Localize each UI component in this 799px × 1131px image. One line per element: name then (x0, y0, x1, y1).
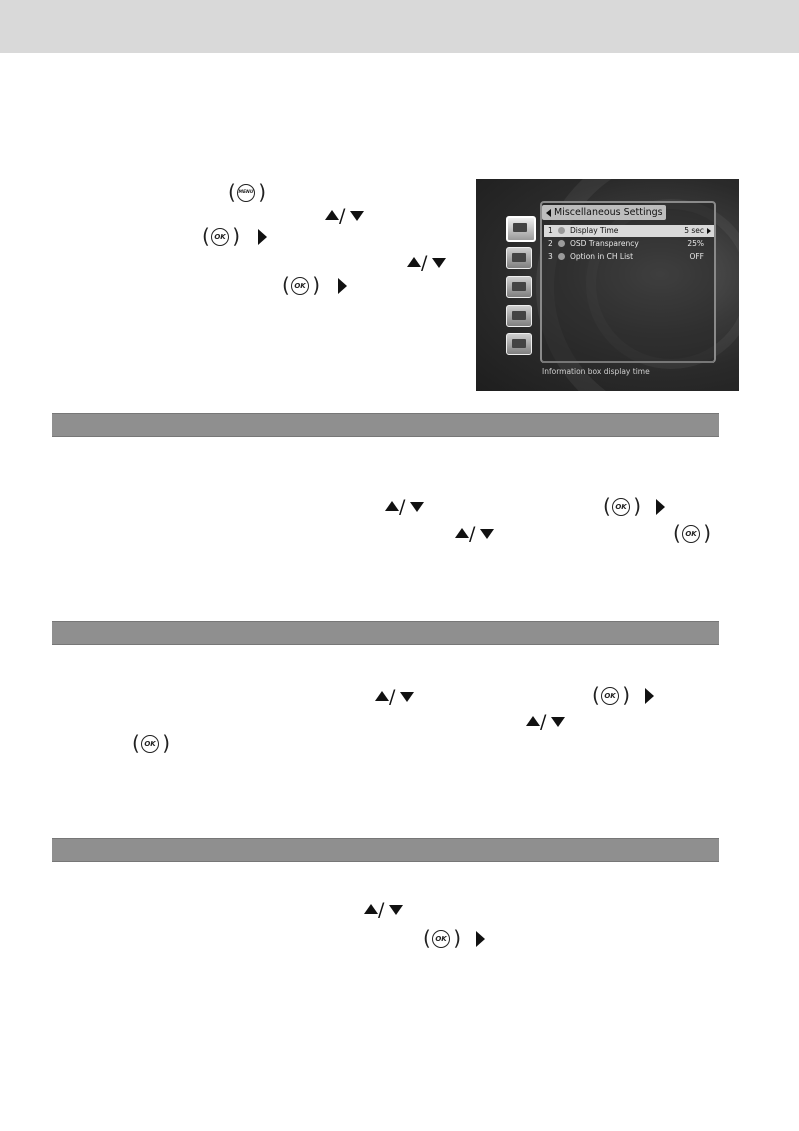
right-arrow-icon (645, 688, 654, 704)
satellite-dish-icon[interactable] (506, 276, 532, 298)
up-down-arrows-icon: / (383, 496, 429, 518)
tv-icon[interactable] (506, 247, 532, 269)
info-text: Information box display time (542, 367, 650, 376)
up-down-arrows-icon: / (373, 686, 419, 708)
right-arrow-icon (656, 499, 665, 515)
menu-button-glyph: ( MENU ) (228, 180, 266, 204)
item-icon (558, 253, 565, 260)
up-down-arrows-icon: / (323, 205, 369, 227)
back-arrow-icon[interactable] (546, 209, 551, 217)
globe-icon[interactable] (506, 333, 532, 355)
ok-button-glyph: ( OK ) (673, 521, 711, 545)
ok-button-glyph: ( OK ) (132, 731, 170, 755)
page-top-band (0, 0, 799, 53)
section-header-bar (52, 413, 719, 437)
panel-divider (542, 361, 714, 363)
right-arrow-icon (707, 228, 711, 234)
ok-button-glyph: ( OK ) (423, 926, 461, 950)
menu-item-option-in-ch-list[interactable]: 3 Option in CH List OFF (548, 252, 704, 261)
ok-button-glyph: ( OK ) (603, 494, 641, 518)
item-icon (558, 240, 565, 247)
search-icon[interactable] (506, 305, 532, 327)
tv-menu-screenshot (476, 179, 739, 391)
up-down-arrows-icon: / (362, 899, 408, 921)
menu-item-display-time[interactable]: 1 Display Time 5 sec (544, 225, 714, 237)
item-icon (558, 227, 565, 234)
ok-button-glyph: ( OK ) (282, 273, 320, 297)
menu-item-osd-transparency[interactable]: 2 OSD Transparency 25% (548, 239, 704, 248)
settings-icon[interactable] (506, 216, 536, 242)
right-arrow-icon (338, 278, 347, 294)
up-down-arrows-icon: / (405, 252, 451, 274)
right-arrow-icon (258, 229, 267, 245)
ok-button-glyph: ( OK ) (202, 224, 240, 248)
ok-button-glyph: ( OK ) (592, 683, 630, 707)
section-header-bar (52, 621, 719, 645)
up-down-arrows-icon: / (524, 711, 570, 733)
menu-title: Miscellaneous Settings (542, 205, 666, 220)
section-header-bar (52, 838, 719, 862)
right-arrow-icon (476, 931, 485, 947)
up-down-arrows-icon: / (453, 523, 499, 545)
